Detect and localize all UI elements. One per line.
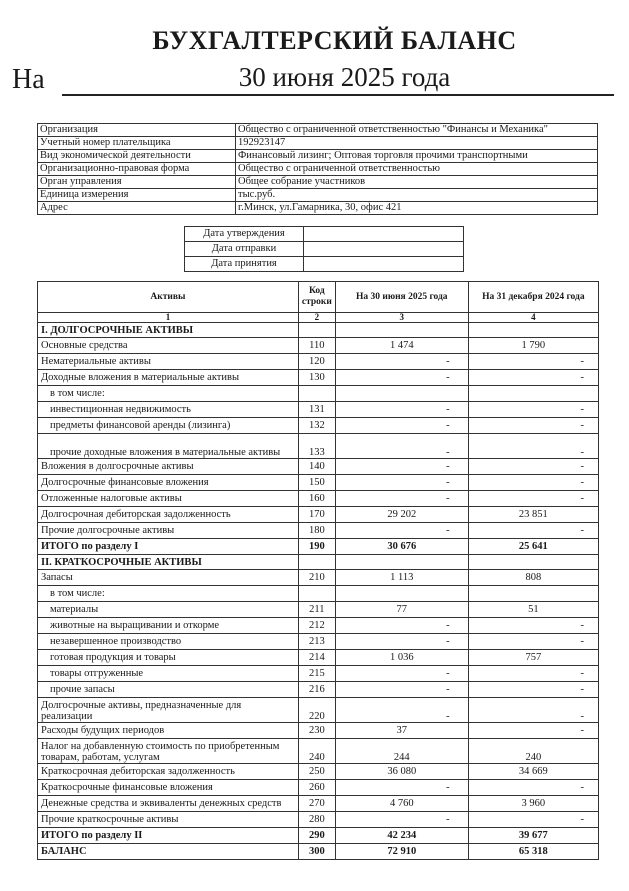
info-label: Организационно-правовая форма	[38, 163, 236, 176]
value-previous: -	[468, 402, 598, 418]
date-row	[185, 257, 464, 272]
value-current: 30 676	[335, 539, 468, 555]
row-code: 130	[298, 370, 335, 386]
value-current: 29 202	[335, 507, 468, 523]
value-current: -	[335, 418, 468, 434]
row-label: незавершенное производство	[38, 634, 299, 650]
row-code: 290	[298, 828, 335, 844]
row-code	[298, 386, 335, 402]
info-label: Единица измерения	[38, 189, 236, 202]
date-label: Дата утверждения	[185, 227, 304, 242]
table-row	[38, 491, 599, 507]
row-code: 120	[298, 354, 335, 370]
value-current	[335, 323, 468, 338]
index-cell: 2	[298, 313, 335, 323]
value-previous: 39 677	[468, 828, 598, 844]
info-label: Вид экономической деятельности	[38, 150, 236, 163]
value-previous	[468, 586, 598, 602]
date-row	[185, 242, 464, 257]
value-current: -	[335, 370, 468, 386]
row-code: 180	[298, 523, 335, 539]
row-label: в том числе:	[38, 386, 299, 402]
header-previous: На 31 декабря 2024 года	[468, 282, 598, 313]
value-previous: 1 790	[468, 338, 598, 354]
row-label: I. ДОЛГОСРОЧНЫЕ АКТИВЫ	[38, 323, 299, 338]
section-header-row	[38, 323, 599, 338]
info-row	[38, 189, 598, 202]
date-prefix: На	[12, 64, 45, 95]
row-code: 140	[298, 459, 335, 475]
row-label: инвестиционная недвижимость	[38, 402, 299, 418]
info-label: Адрес	[38, 202, 236, 215]
row-label: товары отгруженные	[38, 666, 299, 682]
index-cell: 3	[335, 313, 468, 323]
row-code: 110	[298, 338, 335, 354]
info-label: Учетный номер плательщика	[38, 137, 236, 150]
date-label: Дата отправки	[185, 242, 304, 257]
value-previous	[468, 386, 598, 402]
row-label: Краткосрочная дебиторская задолженность	[38, 764, 299, 780]
row-label: Долгосрочная дебиторская задолженность	[38, 507, 299, 523]
value-previous: 240	[468, 739, 598, 764]
value-current: 4 760	[335, 796, 468, 812]
row-label: готовая продукция и товары	[38, 650, 299, 666]
row-label: Денежные средства и эквиваленты денежных средств	[38, 796, 299, 812]
value-current: 1 474	[335, 338, 468, 354]
table-row	[38, 602, 599, 618]
info-row	[38, 150, 598, 163]
row-label: прочие доходные вложения в материальные активы	[38, 434, 299, 459]
value-previous: -	[468, 666, 598, 682]
value-previous: -	[468, 618, 598, 634]
value-previous: -	[468, 698, 598, 723]
value-previous: 23 851	[468, 507, 598, 523]
value-previous: 808	[468, 570, 598, 586]
row-code: 160	[298, 491, 335, 507]
row-label: Вложения в долгосрочные активы	[38, 459, 299, 475]
table-row	[38, 434, 599, 459]
row-code	[298, 586, 335, 602]
table-row	[38, 682, 599, 698]
table-row	[38, 634, 599, 650]
table-row	[38, 812, 599, 828]
table-row	[38, 386, 599, 402]
value-current: 42 234	[335, 828, 468, 844]
table-row	[38, 796, 599, 812]
value-current: -	[335, 812, 468, 828]
info-value: Финансовый лизинг; Оптовая торговля прочими транспортными	[236, 150, 598, 163]
row-code: 150	[298, 475, 335, 491]
row-label: Долгосрочные финансовые вложения	[38, 475, 299, 491]
info-value: Общество с ограниченной ответственностью "Финансы и Механика"	[236, 124, 598, 137]
row-code	[298, 555, 335, 570]
index-cell: 1	[38, 313, 299, 323]
value-current: -	[335, 682, 468, 698]
row-code: 280	[298, 812, 335, 828]
table-row	[38, 475, 599, 491]
row-code: 216	[298, 682, 335, 698]
date-value	[304, 242, 464, 257]
value-current: 244	[335, 739, 468, 764]
row-code: 260	[298, 780, 335, 796]
date-row	[185, 227, 464, 242]
table-row	[38, 338, 599, 354]
value-current: -	[335, 523, 468, 539]
value-previous: -	[468, 354, 598, 370]
value-current: 1 036	[335, 650, 468, 666]
row-label: Прочие долгосрочные активы	[38, 523, 299, 539]
total-row	[38, 828, 599, 844]
table-row	[38, 618, 599, 634]
value-previous: -	[468, 812, 598, 828]
column-index-row	[38, 313, 599, 323]
info-label: Организация	[38, 124, 236, 137]
date-value	[304, 227, 464, 242]
value-current	[335, 586, 468, 602]
row-code: 230	[298, 723, 335, 739]
info-value: тыс.руб.	[236, 189, 598, 202]
value-current: -	[335, 666, 468, 682]
info-label: Орган управления	[38, 176, 236, 189]
row-label: Расходы будущих периодов	[38, 723, 299, 739]
table-row	[38, 586, 599, 602]
value-current	[335, 555, 468, 570]
index-cell: 4	[468, 313, 598, 323]
value-previous: -	[468, 780, 598, 796]
value-current: -	[335, 634, 468, 650]
dates-table	[184, 226, 464, 272]
section-header-row	[38, 555, 599, 570]
row-label: Основные средства	[38, 338, 299, 354]
row-code: 133	[298, 434, 335, 459]
row-code	[298, 323, 335, 338]
value-previous	[468, 555, 598, 570]
table-row	[38, 459, 599, 475]
balance-table	[37, 281, 599, 860]
report-date: 30 июня 2025 года	[238, 62, 451, 92]
info-value: г.Минск, ул.Гамарника, 30, офис 421	[236, 202, 598, 215]
value-current: -	[335, 402, 468, 418]
value-previous	[468, 323, 598, 338]
info-row	[38, 163, 598, 176]
value-current: 72 910	[335, 844, 468, 860]
row-label: Доходные вложения в материальные активы	[38, 370, 299, 386]
table-row	[38, 523, 599, 539]
value-previous: 757	[468, 650, 598, 666]
row-code: 210	[298, 570, 335, 586]
table-row	[38, 739, 599, 764]
date-underline	[62, 94, 614, 96]
table-row	[38, 780, 599, 796]
table-row	[38, 764, 599, 780]
value-current: -	[335, 491, 468, 507]
info-row	[38, 137, 598, 150]
date-value	[304, 257, 464, 272]
table-row	[38, 723, 599, 739]
info-row	[38, 202, 598, 215]
table-row	[38, 570, 599, 586]
row-code: 300	[298, 844, 335, 860]
info-row	[38, 124, 598, 137]
row-label: прочие запасы	[38, 682, 299, 698]
row-code: 213	[298, 634, 335, 650]
value-previous: 65 318	[468, 844, 598, 860]
row-label: Отложенные налоговые активы	[38, 491, 299, 507]
row-code: 212	[298, 618, 335, 634]
info-value: 192923147	[236, 137, 598, 150]
value-previous: -	[468, 682, 598, 698]
table-row	[38, 507, 599, 523]
row-code: 250	[298, 764, 335, 780]
row-label: животные на выращивании и откорме	[38, 618, 299, 634]
document-title: БУХГАЛТЕРСКИЙ БАЛАНС	[152, 26, 517, 55]
value-current: -	[335, 780, 468, 796]
value-current: -	[335, 434, 468, 459]
value-current: -	[335, 698, 468, 723]
value-current: 77	[335, 602, 468, 618]
row-label: Долгосрочные активы, предназначенные для реализации	[38, 698, 299, 723]
row-code: 170	[298, 507, 335, 523]
table-row	[38, 418, 599, 434]
value-current: -	[335, 354, 468, 370]
value-current: 36 080	[335, 764, 468, 780]
value-previous: -	[468, 418, 598, 434]
row-label: Нематериальные активы	[38, 354, 299, 370]
organization-info-table	[37, 123, 598, 215]
row-label: ИТОГО по разделу II	[38, 828, 299, 844]
table-row	[38, 698, 599, 723]
row-code: 270	[298, 796, 335, 812]
info-value: Общее собрание участников	[236, 176, 598, 189]
value-previous: -	[468, 434, 598, 459]
row-label: Налог на добавленную стоимость по приобретенным товарам, работам, услугам	[38, 739, 299, 764]
total-row	[38, 844, 599, 860]
row-label: II. КРАТКОСРОЧНЫЕ АКТИВЫ	[38, 555, 299, 570]
table-row	[38, 650, 599, 666]
table-row	[38, 354, 599, 370]
value-previous: -	[468, 634, 598, 650]
row-code: 211	[298, 602, 335, 618]
row-label: БАЛАНС	[38, 844, 299, 860]
row-code: 214	[298, 650, 335, 666]
value-previous: 3 960	[468, 796, 598, 812]
total-row	[38, 539, 599, 555]
info-value: Общество с ограниченной ответственностью	[236, 163, 598, 176]
row-code: 190	[298, 539, 335, 555]
header-current: На 30 июня 2025 года	[335, 282, 468, 313]
value-previous: -	[468, 491, 598, 507]
value-current: 37	[335, 723, 468, 739]
row-label: Прочие краткосрочные активы	[38, 812, 299, 828]
header-assets: Активы	[38, 282, 299, 313]
value-previous: -	[468, 459, 598, 475]
row-label: материалы	[38, 602, 299, 618]
value-previous: 25 641	[468, 539, 598, 555]
row-code: 220	[298, 698, 335, 723]
value-current	[335, 386, 468, 402]
value-previous: -	[468, 475, 598, 491]
value-current: -	[335, 475, 468, 491]
row-code: 131	[298, 402, 335, 418]
value-previous: 34 669	[468, 764, 598, 780]
row-label: в том числе:	[38, 586, 299, 602]
row-code: 215	[298, 666, 335, 682]
value-previous: -	[468, 370, 598, 386]
table-row	[38, 666, 599, 682]
row-code: 240	[298, 739, 335, 764]
value-previous: -	[468, 523, 598, 539]
table-row	[38, 370, 599, 386]
info-row	[38, 176, 598, 189]
row-code: 132	[298, 418, 335, 434]
table-row	[38, 402, 599, 418]
value-current: 1 113	[335, 570, 468, 586]
value-current: -	[335, 459, 468, 475]
value-current: -	[335, 618, 468, 634]
row-label: Краткосрочные финансовые вложения	[38, 780, 299, 796]
row-label: ИТОГО по разделу I	[38, 539, 299, 555]
row-label: Запасы	[38, 570, 299, 586]
value-previous: 51	[468, 602, 598, 618]
date-label: Дата принятия	[185, 257, 304, 272]
row-label: предметы финансовой аренды (лизинга)	[38, 418, 299, 434]
header-code: Код строки	[298, 282, 335, 313]
value-previous: -	[468, 723, 598, 739]
